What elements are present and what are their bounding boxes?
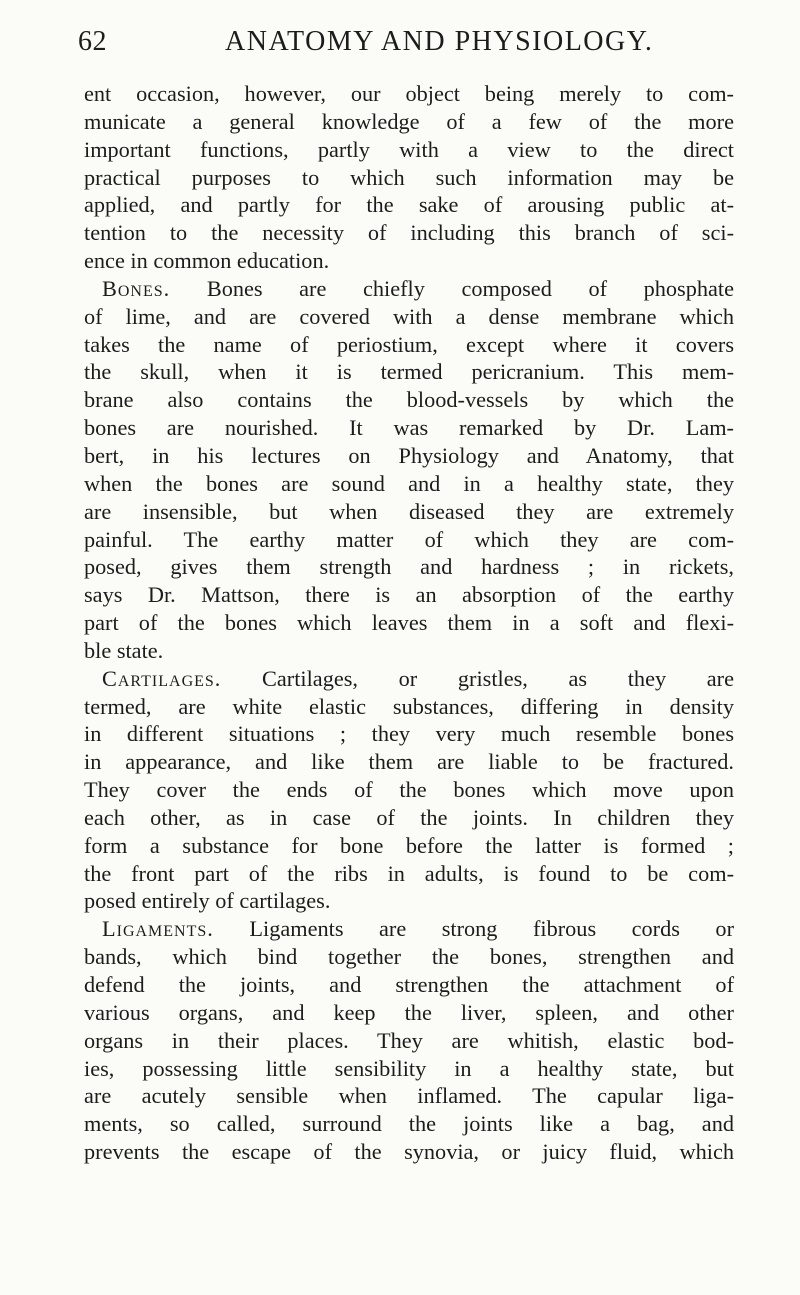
text-line: bones are nourished. It was remarked by Dr. Lam- bbox=[84, 415, 734, 441]
text-line: the skull, when it is termed pericranium. This mem- bbox=[84, 359, 734, 385]
text-line: says Dr. Mattson, there is an absorption of the earthy bbox=[84, 582, 734, 608]
text-line: ies, possessing little sensibility in a healthy state, but bbox=[84, 1055, 734, 1081]
text-line: the front part of the ribs in adults, is found to be com- bbox=[84, 860, 734, 886]
text-line: organs in their places. They are whitish, elastic bod- bbox=[84, 1027, 734, 1053]
text-line: They cover the ends of the bones which move upon bbox=[84, 777, 734, 803]
text-line: applied, and partly for the sake of arousing public at- bbox=[84, 192, 734, 218]
running-head bbox=[78, 26, 733, 66]
text-line: posed entirely of cartilages. bbox=[84, 888, 331, 914]
text-line: Bones. Bones are chiefly composed of phosphate bbox=[102, 275, 735, 301]
text-line: prevents the escape of the synovia, or juicy fluid, which bbox=[84, 1139, 734, 1165]
body-text bbox=[84, 80, 734, 1166]
section-heading-cartilages: Cartilages. bbox=[102, 665, 222, 691]
text-line: practical purposes to which such information may be bbox=[84, 164, 734, 190]
text-line: Ligaments. Ligaments are strong fibrous cords or bbox=[102, 916, 734, 942]
text-line: defend the joints, and strengthen the attachment of bbox=[84, 972, 734, 997]
text-line: takes the name of periostium, except where it covers bbox=[84, 331, 734, 357]
text-line: each other, as in case of the joints. In children they bbox=[84, 804, 734, 830]
text-line: various organs, and keep the liver, spleen, and other bbox=[84, 999, 734, 1025]
text-line: form a substance for bone before the latter is formed ; bbox=[84, 832, 734, 858]
paragraph-ligaments bbox=[84, 915, 734, 1166]
text-line: municate a general knowledge of a few of the more bbox=[84, 108, 734, 134]
text-line: ments, so called, surround the joints like a bag, and bbox=[84, 1111, 734, 1137]
text-line: are acutely sensible when inflamed. The capular liga- bbox=[84, 1083, 734, 1109]
paragraph-bones bbox=[84, 275, 734, 665]
text-line: termed, are white elastic substances, differing in density bbox=[84, 693, 734, 719]
text-line: in different situations ; they very much resemble bones bbox=[84, 721, 734, 747]
text-line: ent occasion, however, our object being merely to com- bbox=[84, 81, 734, 106]
section-heading-ligaments: Ligaments. bbox=[102, 916, 214, 942]
text-line: bands, which bind together the bones, strengthen and bbox=[84, 944, 734, 970]
running-title: ANATOMY AND PHYSIOLOGY. bbox=[225, 26, 654, 57]
paragraph-intro bbox=[84, 80, 734, 275]
text-line: in appearance, and like them are liable to be fractured. bbox=[84, 749, 734, 775]
page-number: 62 bbox=[78, 26, 107, 57]
text-line: important functions, partly with a view to the direct bbox=[84, 136, 734, 162]
text-line: posed, gives them strength and hardness ; in rickets, bbox=[84, 554, 734, 580]
text-line: bert, in his lectures on Physiology and Anatomy, that bbox=[84, 442, 734, 468]
text-line: tention to the necessity of including this branch of sci- bbox=[84, 220, 734, 246]
text-line: Cartilages. Cartilages, or gristles, as they are bbox=[102, 665, 734, 691]
text-line: ence in common education. bbox=[84, 248, 330, 274]
text-line: part of the bones which leaves them in a soft and flexi- bbox=[84, 610, 734, 636]
text-line: brane also contains the blood-vessels by which the bbox=[84, 387, 734, 413]
text-line: are insensible, but when diseased they are extremely bbox=[84, 498, 734, 524]
text-line: of lime, and are covered with a dense membrane which bbox=[84, 303, 734, 329]
text-line: when the bones are sound and in a healthy state, they bbox=[84, 470, 734, 496]
section-heading-bones: Bones. bbox=[102, 275, 171, 301]
paragraph-cartilages bbox=[84, 665, 734, 916]
text-line: painful. The earthy matter of which they are com- bbox=[84, 526, 734, 552]
text-line: ble state. bbox=[84, 637, 164, 663]
